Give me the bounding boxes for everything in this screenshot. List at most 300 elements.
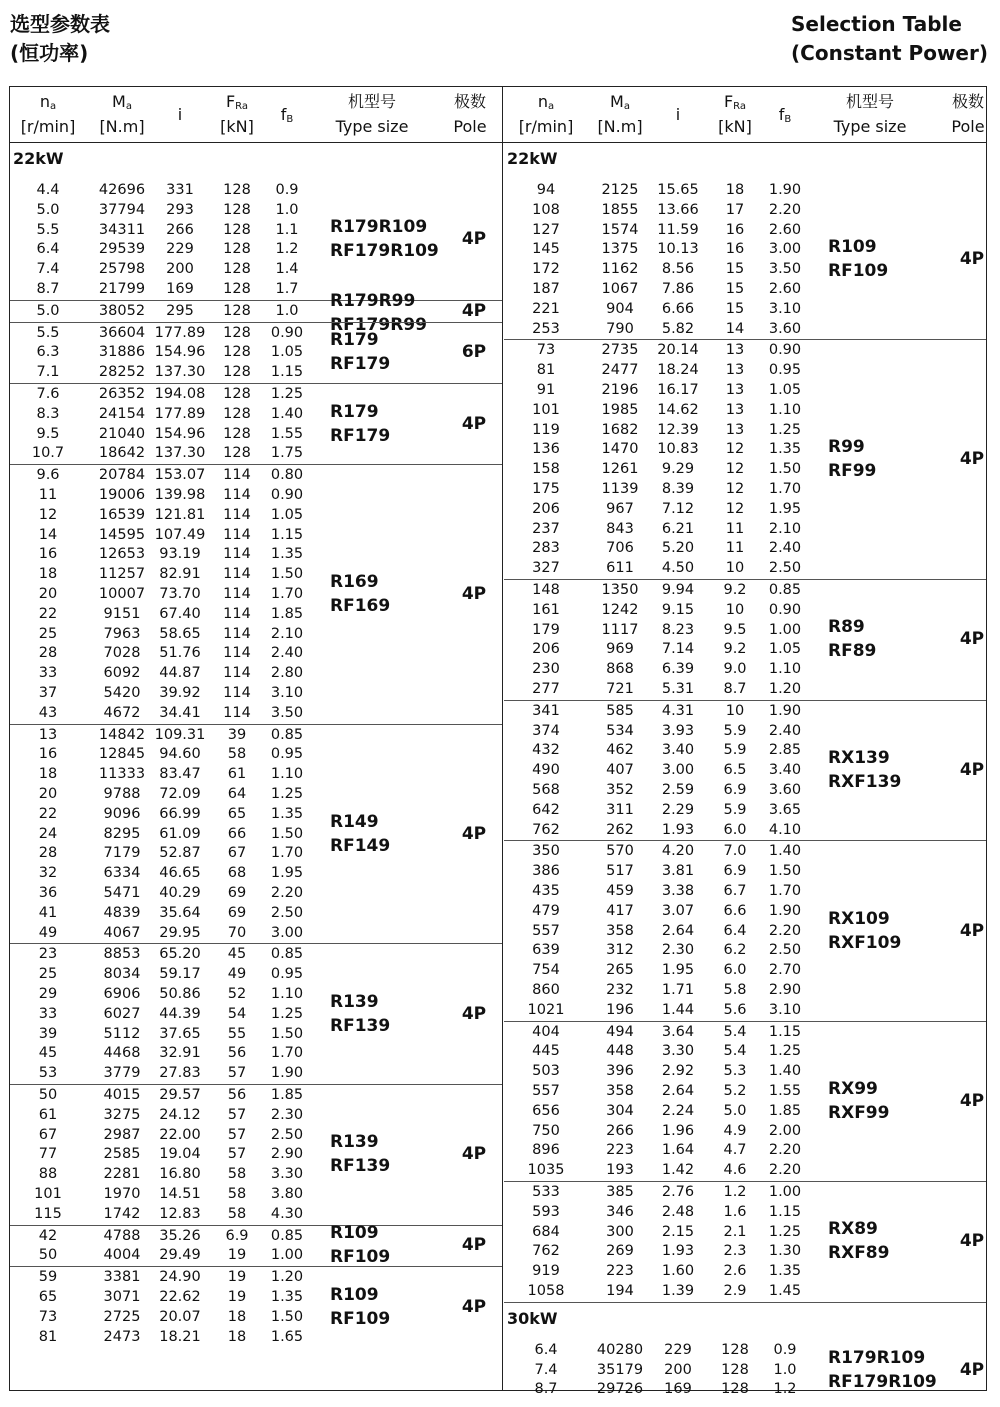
pole-value: 4P [461,1144,487,1165]
ratio-cell: 22.00 [159,1126,201,1143]
radial-load-cell: 114 [223,704,251,721]
type-header-en: Type size [833,117,907,136]
en-title: Selection Table [791,12,962,36]
service-factor-cell: 3.50 [768,261,802,278]
speed-cell: 36 [38,885,58,901]
service-factor-cell: 1.10 [768,401,802,418]
torque-cell: 18642 [98,445,146,462]
torque-cell: 25798 [98,261,146,278]
service-factor-cell: 1.10 [270,766,304,783]
ratio-cell: 5.31 [661,681,695,697]
ratio-cell: 3.38 [661,883,695,899]
ratio-cell: 67.40 [159,605,201,622]
service-factor-cell: 1.50 [270,1025,304,1042]
ratio-cell: 50.86 [159,986,201,1002]
pole-value: 4P [959,1359,985,1380]
service-factor-cell: 2.00 [768,1122,802,1139]
radial-load-cell: 13 [725,382,745,398]
radial-load-cell: 13 [725,401,745,418]
radial-load-cell: 114 [223,467,251,484]
ratio-cell: 177.89 [154,405,206,422]
radial-load-cell: 57 [227,1146,247,1163]
type-size-secondary: RF169 [330,595,391,616]
service-factor-cell: 1.1 [275,221,299,238]
service-factor-cell: 1.15 [270,364,304,381]
type-size-secondary: RF139 [330,1156,391,1177]
service-factor-cell: 1.35 [768,441,802,458]
radial-load-cell: 10 [725,702,745,719]
radial-load-cell: 114 [223,685,251,701]
type-size-secondary: RF109 [330,1308,391,1329]
service-factor-cell: 0.95 [768,362,802,379]
type-size-secondary: RXF139 [828,772,902,793]
type-size-secondary: RF179 [330,354,391,375]
ratio-cell: 139.98 [154,487,206,503]
pole-value: 4P [461,1235,487,1256]
radial-load-cell: 61 [227,766,247,783]
service-factor-cell: 1.0 [275,302,299,319]
ratio-cell: 52.87 [159,845,201,862]
speed-cell: 25 [38,625,58,642]
radial-load-cell: 2.1 [723,1223,747,1240]
pole-value: 4P [461,583,487,604]
radial-load-cell: 128 [223,261,251,278]
ma-unit: [N.m] [597,117,643,136]
ratio-cell: 5.20 [661,540,695,557]
service-factor-cell: 3.60 [768,782,802,798]
radial-load-cell: 69 [227,904,247,921]
ratio-cell: 51.76 [159,645,201,662]
torque-cell: 193 [606,1162,634,1179]
torque-cell: 6334 [103,865,141,882]
type-size-primary: R109 [330,1223,379,1244]
torque-cell: 1242 [601,601,639,618]
speed-cell: 237 [532,520,560,537]
speed-cell: 754 [532,962,560,979]
radial-load-cell: 8.7 [723,681,747,697]
radial-load-cell: 58 [227,746,247,763]
radial-load-cell: 10 [725,560,745,577]
service-factor-cell: 0.90 [768,342,802,359]
radial-load-cell: 19 [227,1269,247,1286]
radial-load-cell: 1.6 [723,1203,747,1220]
torque-cell: 9096 [103,805,141,822]
torque-cell: 534 [606,722,634,739]
ratio-cell: 22.62 [159,1289,201,1305]
speed-cell: 50 [38,1087,58,1103]
torque-cell: 21799 [98,281,146,297]
service-factor-cell: 1.85 [768,1102,802,1119]
speed-cell: 642 [532,801,560,818]
speed-cell: 533 [532,1184,560,1200]
radial-load-cell: 9.5 [723,621,747,638]
service-factor-cell: 1.70 [270,586,304,602]
service-factor-cell: 3.65 [768,801,802,818]
torque-cell: 462 [606,742,634,759]
torque-cell: 28252 [98,364,146,381]
radial-load-cell: 9.2 [723,582,747,598]
radial-load-cell: 6.9 [723,863,747,880]
radial-load-cell: 58 [227,1166,247,1183]
speed-cell: 4.4 [36,182,60,198]
ratio-cell: 35.64 [159,904,201,921]
na-subscript: a [548,101,555,112]
speed-cell: 136 [532,441,560,458]
service-factor-cell: 1.50 [270,1308,304,1325]
torque-cell: 2477 [601,362,639,379]
radial-load-cell: 5.4 [723,1043,747,1060]
service-factor-cell: 2.30 [270,1106,304,1123]
type-size-primary: RX89 [828,1219,878,1240]
torque-cell: 4067 [103,924,141,941]
speed-cell: 73 [536,342,556,359]
radial-load-cell: 6.6 [723,902,747,919]
radial-load-cell: 66 [227,825,247,842]
ratio-cell: 3.81 [661,863,695,880]
service-factor-cell: 1.05 [270,344,304,361]
torque-cell: 4672 [103,704,141,721]
radial-load-cell: 5.9 [723,801,747,818]
speed-cell: 6.4 [534,1341,558,1358]
speed-cell: 277 [532,681,560,697]
radial-load-cell: 128 [223,182,251,198]
service-factor-cell: 1.25 [768,1223,802,1240]
service-factor-cell: 1.55 [768,1083,802,1099]
speed-cell: 479 [532,902,560,919]
speed-cell: 221 [532,300,560,317]
section-22kw-right: 22kW [507,149,558,168]
torque-cell: 300 [606,1223,634,1240]
radial-load-cell: 4.7 [723,1142,747,1159]
torque-cell: 843 [606,520,634,537]
ratio-cell: 153.07 [154,467,206,484]
radial-load-cell: 12 [725,461,745,478]
speed-cell: 28 [38,645,58,662]
ratio-cell: 14.62 [657,401,699,418]
torque-cell: 2196 [601,382,639,398]
torque-cell: 494 [606,1023,634,1040]
ratio-cell: 169 [664,1381,692,1398]
service-factor-cell: 1.70 [768,883,802,899]
torque-cell: 11257 [98,566,146,583]
pole-value: 4P [959,920,985,941]
radial-load-cell: 10 [725,601,745,618]
radial-load-cell: 128 [223,425,251,442]
ratio-cell: 35.26 [159,1227,201,1244]
torque-cell: 385 [606,1184,634,1200]
torque-cell: 2473 [103,1328,141,1345]
speed-cell: 432 [532,742,560,759]
service-factor-cell: 3.00 [768,241,802,258]
speed-cell: 404 [532,1023,560,1040]
torque-cell: 3381 [103,1269,141,1286]
radial-load-cell: 114 [223,625,251,642]
service-factor-cell: 4.10 [768,821,802,838]
torque-cell: 868 [606,661,634,678]
speed-cell: 206 [532,641,560,658]
ratio-cell: 109.31 [154,726,206,743]
speed-cell: 22 [38,605,58,622]
ratio-cell: 12.39 [657,421,699,438]
type-size-primary: R179R99 [330,290,416,311]
speed-cell: 148 [532,582,560,598]
torque-cell: 6027 [103,1005,141,1022]
type-size-secondary: RXF109 [828,932,902,953]
speed-cell: 42 [38,1227,58,1244]
service-factor-cell: 1.90 [768,902,802,919]
speed-cell: 18 [38,766,58,783]
type-size-secondary: RXF99 [828,1102,890,1123]
speed-cell: 28 [38,845,58,862]
speed-cell: 145 [532,241,560,258]
ratio-cell: 82.91 [159,566,201,583]
service-factor-cell: 1.25 [768,421,802,438]
speed-cell: 5.0 [36,201,60,218]
radial-load-cell: 128 [223,386,251,402]
speed-cell: 639 [532,942,560,959]
speed-cell: 919 [532,1263,560,1280]
service-factor-cell: 1.2 [275,241,299,258]
speed-cell: 115 [34,1205,62,1222]
speed-cell: 557 [532,1083,560,1099]
speed-cell: 7.4 [534,1361,558,1378]
torque-cell: 459 [606,883,634,899]
ratio-cell: 11.59 [657,221,699,238]
service-factor-cell: 1.30 [768,1243,802,1260]
ratio-cell: 4.31 [661,702,695,719]
torque-cell: 34311 [98,221,146,238]
type-size-primary: RX99 [828,1078,878,1099]
ratio-cell: 29.57 [159,1087,201,1103]
service-factor-cell: 0.85 [270,1227,304,1244]
service-factor-cell: 3.30 [270,1166,304,1183]
ratio-cell: 200 [664,1361,692,1378]
speed-cell: 253 [532,320,560,337]
torque-cell: 1855 [601,201,639,218]
ratio-cell: 2.64 [661,922,695,939]
ratio-cell: 83.47 [159,766,201,783]
type-size-primary: RX139 [828,748,890,769]
ratio-cell: 1.71 [661,982,695,998]
radial-load-cell: 13 [725,342,745,359]
ratio-cell: 44.39 [159,1005,201,1022]
torque-cell: 1350 [601,582,639,598]
radial-load-cell: 114 [223,546,251,563]
service-factor-cell: 1.10 [270,986,304,1002]
service-factor-cell: 2.50 [270,1126,304,1143]
speed-cell: 32 [38,865,58,882]
radial-load-cell: 5.2 [723,1083,747,1099]
speed-cell: 8.7 [534,1381,558,1398]
radial-load-cell: 16 [725,241,745,258]
service-factor-cell: 0.90 [270,324,304,341]
service-factor-cell: 1.20 [270,1269,304,1286]
torque-cell: 4839 [103,904,141,921]
pole-value: 4P [461,823,487,844]
radial-load-cell: 70 [227,924,247,941]
ratio-cell: 10.83 [657,441,699,458]
torque-cell: 1574 [601,221,639,238]
radial-load-cell: 128 [721,1341,749,1358]
type-size-secondary: RF109 [828,261,889,282]
fb-subscript: B [286,114,294,125]
ratio-cell: 177.89 [154,324,206,341]
ratio-cell: 200 [166,261,194,278]
radial-load-cell: 114 [223,506,251,523]
speed-cell: 557 [532,922,560,939]
ratio-cell: 137.30 [154,364,206,381]
type-size-primary: R179R109 [828,1347,926,1368]
service-factor-cell: 2.85 [768,742,802,759]
radial-load-cell: 128 [223,281,251,297]
radial-load-cell: 4.6 [723,1162,747,1179]
torque-cell: 7963 [103,625,141,642]
speed-cell: 341 [532,702,560,719]
speed-cell: 1058 [527,1283,565,1299]
speed-cell: 762 [532,821,560,838]
service-factor-cell: 1.65 [270,1328,304,1345]
ratio-cell: 15.65 [657,182,699,198]
torque-cell: 1742 [103,1205,141,1222]
type-size-secondary: RXF89 [828,1243,890,1264]
radial-load-cell: 18 [227,1308,247,1325]
service-factor-cell: 1.15 [768,1023,802,1040]
ratio-cell: 37.65 [159,1025,201,1042]
speed-cell: 206 [532,500,560,517]
service-factor-cell: 3.40 [768,762,802,779]
ratio-cell: 3.64 [661,1023,695,1040]
torque-cell: 417 [606,902,634,919]
fra-subscript: Ra [733,101,747,112]
radial-load-cell: 114 [223,566,251,583]
ratio-cell: 13.66 [657,201,699,218]
speed-cell: 327 [532,560,560,577]
speed-cell: 1021 [527,1001,565,1018]
speed-cell: 175 [532,481,560,497]
torque-cell: 14842 [98,726,146,743]
speed-cell: 67 [38,1126,58,1143]
speed-cell: 5.5 [36,324,60,341]
fb-header [267,102,307,132]
ratio-cell: 3.93 [661,722,695,739]
speed-cell: 61 [38,1106,58,1123]
torque-cell: 448 [606,1043,634,1060]
fra-subscript: Ra [235,101,249,112]
speed-cell: 5.0 [36,302,60,319]
ratio-cell: 5.82 [661,320,695,337]
radial-load-cell: 128 [721,1361,749,1378]
speed-cell: 91 [536,382,556,398]
torque-cell: 4788 [103,1227,141,1244]
service-factor-cell: 1.45 [768,1283,802,1299]
pole-value: 4P [959,1231,985,1252]
ratio-cell: 8.23 [661,621,695,638]
ratio-cell: 6.66 [661,300,695,317]
type-header-cn: 机型号 [347,92,396,111]
pole-header-en: Pole [453,117,487,136]
type-size-secondary: RF149 [330,835,391,856]
service-factor-cell: 0.90 [270,487,304,503]
na-symbol: n [39,92,50,111]
torque-cell: 21040 [98,425,146,442]
speed-cell: 158 [532,461,560,478]
radial-load-cell: 68 [227,865,247,882]
speed-cell: 350 [532,843,560,860]
type-size-primary: R179 [330,330,379,351]
pole-value: 4P [461,229,487,250]
cn-subtitle: (恒功率) [10,41,89,65]
radial-load-cell: 114 [223,487,251,503]
radial-load-cell: 14 [725,320,745,337]
ratio-cell: 24.12 [159,1106,201,1123]
speed-cell: 29 [38,986,58,1002]
ratio-cell: 293 [166,201,194,218]
ma-symbol: M [610,92,624,111]
torque-cell: 7179 [103,845,141,862]
service-factor-cell: 1.35 [270,805,304,822]
type-size-primary: R139 [330,991,379,1012]
ratio-cell: 61.09 [159,825,201,842]
ratio-cell: 2.24 [661,1102,695,1119]
radial-load-cell: 114 [223,645,251,662]
torque-cell: 16539 [98,506,146,523]
section-22kw-left: 22kW [13,149,64,168]
torque-cell: 3779 [103,1065,141,1082]
speed-cell: 7.4 [36,261,60,278]
radial-load-cell: 52 [227,986,247,1002]
service-factor-cell: 2.50 [768,942,802,959]
ma-symbol: M [112,92,126,111]
radial-load-cell: 128 [721,1381,749,1398]
speed-cell: 762 [532,1243,560,1260]
speed-cell: 81 [38,1328,58,1345]
ratio-cell: 7.14 [661,641,695,658]
ratio-cell: 3.30 [661,1043,695,1060]
service-factor-cell: 2.10 [270,625,304,642]
radial-load-cell: 128 [223,221,251,238]
ratio-cell: 59.17 [159,966,201,983]
ratio-cell: 16.17 [657,382,699,398]
service-factor-cell: 1.70 [270,845,304,862]
speed-cell: 50 [38,1247,58,1264]
service-factor-cell: 1.05 [270,506,304,523]
speed-cell: 45 [38,1045,58,1062]
type-size-secondary: RF179R109 [330,241,439,262]
radial-load-cell: 6.4 [723,922,747,939]
radial-load-cell: 57 [227,1126,247,1143]
service-factor-cell: 1.40 [768,1063,802,1080]
speed-cell: 9.5 [36,425,60,442]
torque-cell: 1682 [601,421,639,438]
row-separator [504,1302,986,1303]
speed-cell: 33 [38,665,58,682]
torque-cell: 346 [606,1203,634,1220]
speed-cell: 43 [38,704,58,721]
radial-load-cell: 6.9 [225,1227,249,1244]
torque-cell: 36604 [98,324,146,341]
radial-load-cell: 6.2 [723,942,747,959]
speed-cell: 20 [38,586,58,602]
torque-cell: 5112 [103,1025,141,1042]
ratio-cell: 1.39 [661,1283,695,1299]
torque-cell: 269 [606,1243,634,1260]
speed-cell: 435 [532,883,560,899]
speed-cell: 20 [38,786,58,802]
speed-cell: 684 [532,1223,560,1240]
radial-load-cell: 69 [227,885,247,901]
speed-cell: 187 [532,281,560,297]
service-factor-cell: 1.75 [270,445,304,462]
